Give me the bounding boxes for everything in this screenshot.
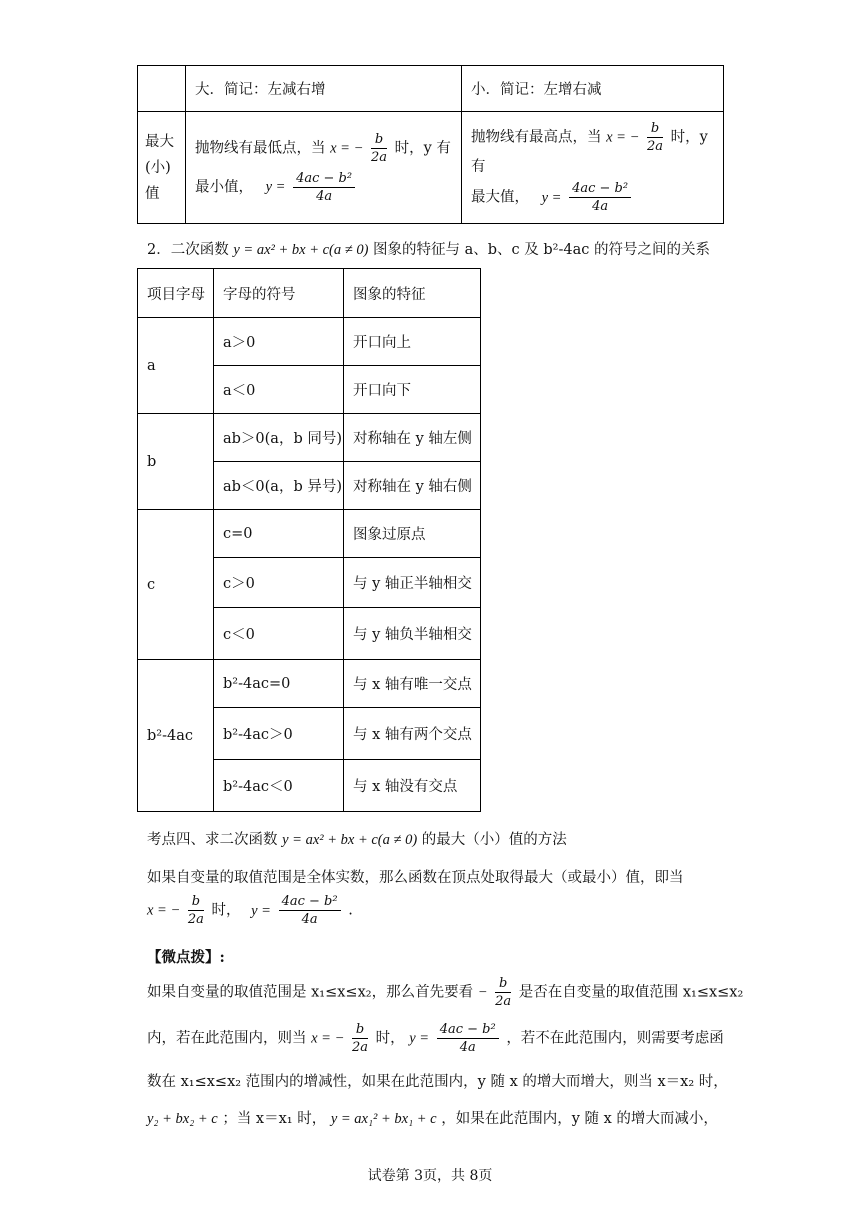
- sign-cell: ab＞0(a，b 同号): [214, 414, 344, 462]
- sign-cell: a＜0: [214, 366, 344, 414]
- paragraph-1-line-1: 如果自变量的取值范围是全体实数，那么函数在顶点处取得最大（或最小）值，即当: [147, 870, 684, 886]
- paragraph-2-line-1: 如果自变量的取值范围是 x₁≤x≤x₂，那么首先要看 − $\frac{b}{2a}$ 是否在自变量的取值范围 x₁≤x≤x₂: [147, 976, 744, 1009]
- feature-cell: 与 x 轴有两个交点: [344, 708, 481, 760]
- paragraph-2-line-2: 内，若在此范围内，则当 x = − $\frac{b}{2a}$ 时， y = $\frac{\text{4ac − b²}}{4a}$ ，若不在此范围内，则需要考虑函: [147, 1022, 724, 1055]
- sign-cell: c＜0: [214, 608, 344, 660]
- paragraph-2-line-3: 数在 x₁≤x≤x₂ 范围内的增减性，如果在此范围内，y 随 x 的增大而增大，则当 x＝x₂ 时，: [147, 1074, 728, 1090]
- feature-cell: 与 x 轴有唯一交点: [344, 660, 481, 708]
- group-letter-a: a: [138, 318, 214, 414]
- header-sign: 字母的符号: [214, 269, 344, 318]
- group-letter-c: c: [138, 510, 214, 660]
- cell-empty: [138, 66, 186, 112]
- sign-table: [137, 268, 481, 812]
- paragraph-1-line-2: x = − $\frac{b}{2a}$ 时， y = $\frac{\text{4ac − b²}}{4a}$ .: [147, 894, 353, 927]
- paragraph-2-line-4: y₂ + bx₂ + c ；当 x＝x₁ 时， y = ax₁² + bx₁ + c ，如果在此范围内，y 随 x 的增大而减小，: [147, 1111, 718, 1127]
- cell-up-summary: 大．简记：左减右增: [186, 66, 462, 112]
- feature-cell: 开口向上: [344, 318, 481, 366]
- kaodian-4-heading: 考点四、求二次函数 y = ax² + bx + c(a ≠ 0) 的最大（小）值的方法: [147, 832, 567, 848]
- sign-cell: b²-4ac＞0: [214, 708, 344, 760]
- feature-cell: 对称轴在 y 轴右侧: [344, 462, 481, 510]
- feature-cell: 图象过原点: [344, 510, 481, 558]
- feature-cell: 开口向下: [344, 366, 481, 414]
- sign-cell: c＞0: [214, 558, 344, 608]
- group-letter-b: b: [138, 414, 214, 510]
- feature-cell: 与 y 轴负半轴相交: [344, 608, 481, 660]
- extremum-table: [137, 65, 724, 224]
- cell-max-value: 抛物线有最高点，当 x = − $\frac{b}{2a}$ 时，y 有 最大值， y = $\frac{\text{4ac − b²}}{4a}$: [462, 112, 724, 224]
- sign-cell: a＞0: [214, 318, 344, 366]
- header-feature: 图象的特征: [344, 269, 481, 318]
- sign-cell: c=0: [214, 510, 344, 558]
- header-letter: 项目字母: [138, 269, 214, 318]
- sign-cell: b²-4ac=0: [214, 660, 344, 708]
- weidian-heading: 【微点拨】:: [147, 949, 225, 966]
- group-letter-discriminant: b²-4ac: [138, 660, 214, 812]
- section-2-heading: 2．二次函数 y = ax² + bx + c(a ≠ 0) 图象的特征与 a、b、c 及 b²-4ac 的符号之间的关系: [147, 242, 710, 258]
- feature-cell: 与 y 轴正半轴相交: [344, 558, 481, 608]
- page-footer: 试卷第 3页，共 8页: [367, 1168, 493, 1184]
- feature-cell: 与 x 轴没有交点: [344, 760, 481, 812]
- cell-down-summary: 小．简记：左增右减: [462, 66, 724, 112]
- feature-cell: 对称轴在 y 轴左侧: [344, 414, 481, 462]
- cell-min-value: 抛物线有最低点，当 x = − $\frac{b}{2a}$ 时，y 有 最小值， y = $\frac{\text{4ac − b²}}{4a}$: [186, 112, 462, 224]
- sign-cell: b²-4ac＜0: [214, 760, 344, 812]
- cell-extremum-label: 最大 (小) 值: [138, 112, 186, 224]
- sign-cell: ab＜0(a，b 异号): [214, 462, 344, 510]
